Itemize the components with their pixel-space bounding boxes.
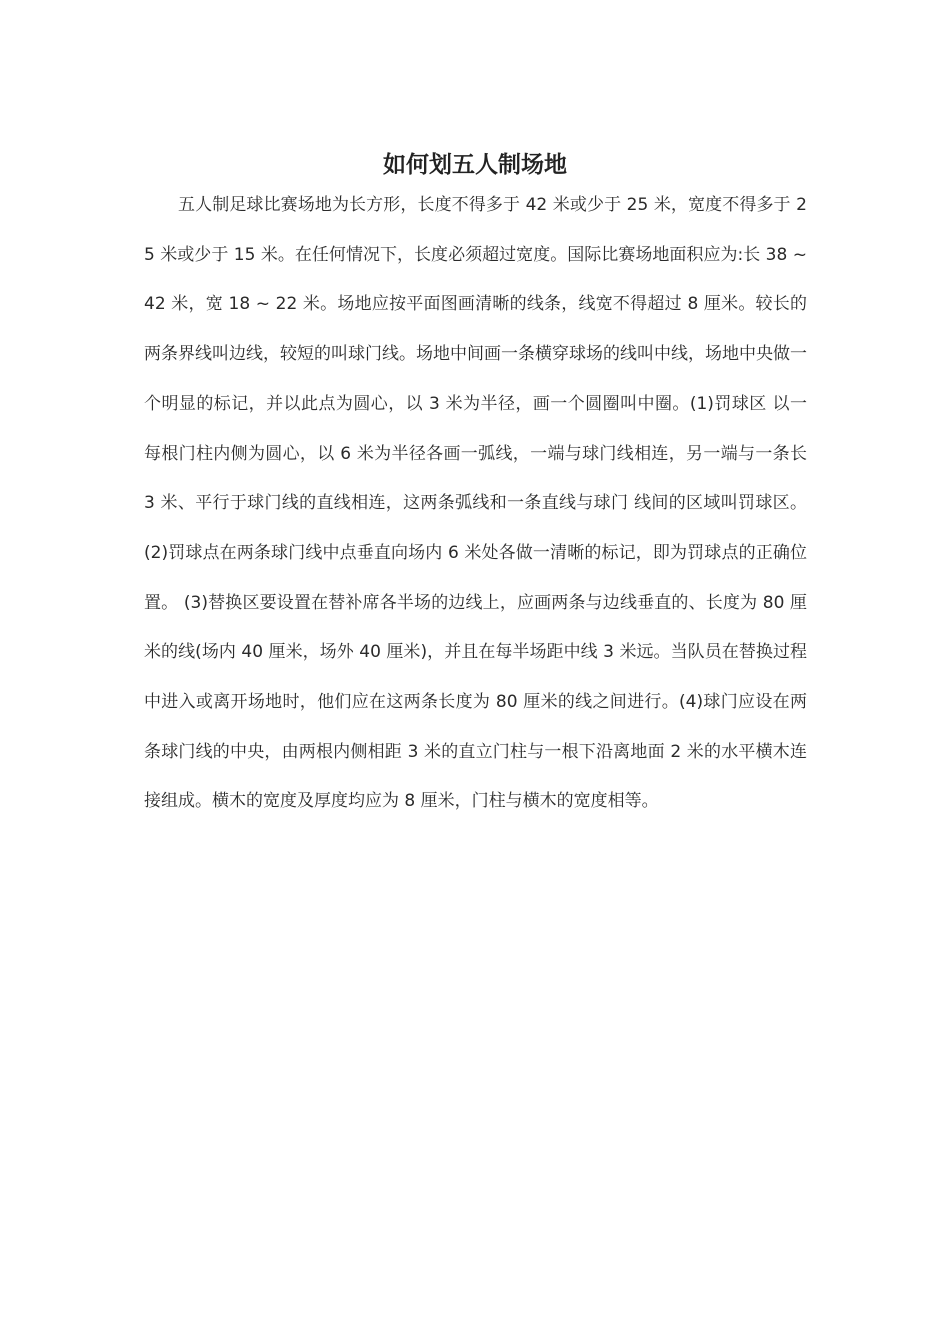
document-title: 如何划五人制场地 [383,152,567,179]
document-body-paragraph: 五人制足球比赛场地为长方形，长度不得多于 42 米或少于 25 米，宽度不得多于 25 米或少于 15 米。在任何情况下，长度必须超过宽度。国际比赛场地面积应为:长 38 ~ 42 米，宽 18 ~ 22 米。场地应按平面图画清晰的线条，线宽不得超过 8 厘米。较长的两条界线叫边线，较短的叫球门线。场地中间画一条横穿球场的线叫中线，场地中央做一个明显的标记，并以此点为圆心，以 3 米为半径，画一个圆圈叫中圈。(1)罚球区 以一每根门柱内侧为圆心，以 6 米为半径各画一弧线，一端与球门线相连，另一端与一条长 3 米、平行于球门线的直线相连，这两条弧线和一条直线与球门 线间的区域叫罚球区。(2)罚球点在两条球门线中点垂直向场内 6 米处各做一清晰的标记，即为罚球点的正确位置。 (3)替换区要设置在替补席各半场的边线上，应画两条与边线垂直的、长度为 80 厘米的线(场内 40 厘米，场外 40 厘米)，并且在每半场距中线 3 米远。当队员在替换过程中进入或离开场地时，他们应在这两条长度为 80 厘米的线之间进行。(4)球门应设在两条球门线的中央，由两根内侧相距 3 米的直立门柱与一根下沿离地面 2 米的水平横木连接组成。横木的宽度及厚度均应为 8 厘米，门柱与横木的宽度相等。 [144,195,807,812]
